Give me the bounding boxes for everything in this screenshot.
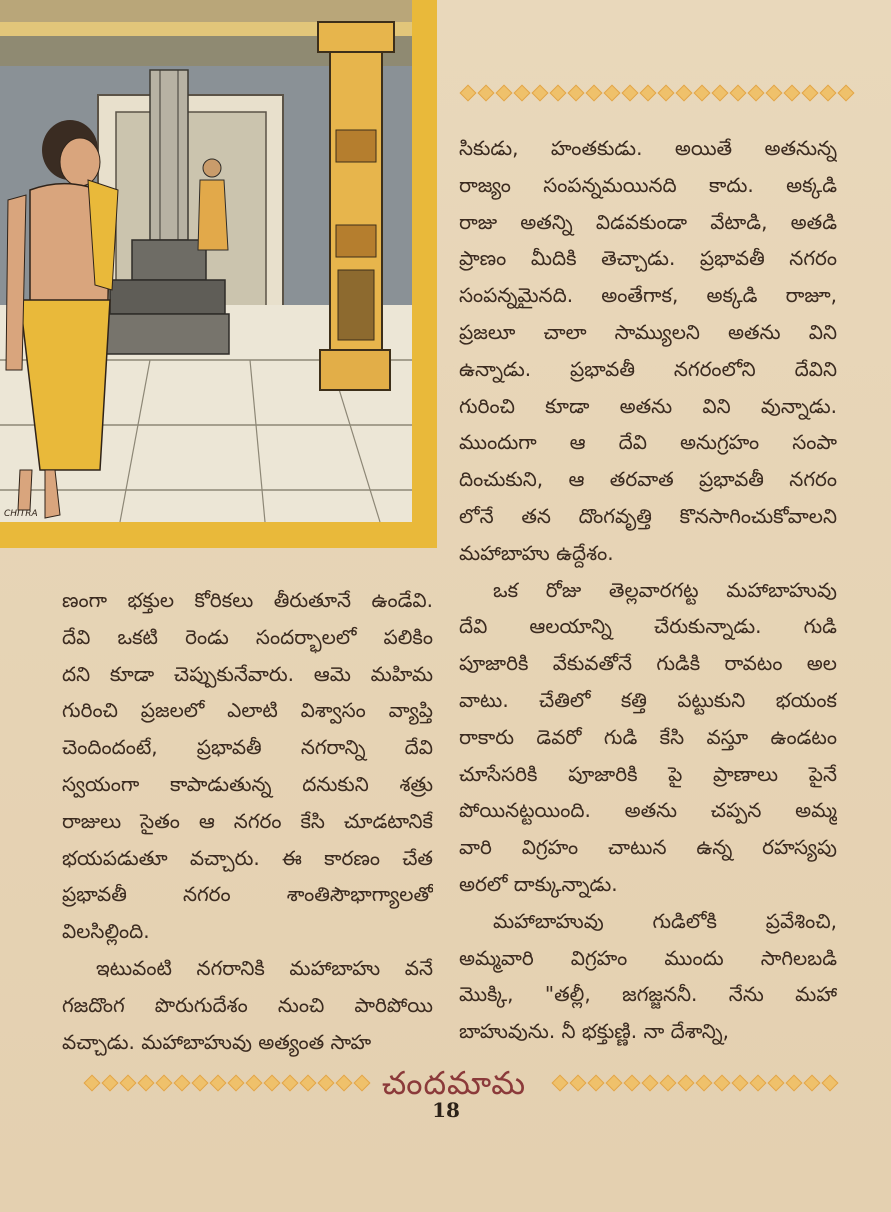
text-line: ణంగా భక్తుల కోరికలు తీరుతూనే ఉండేవి.	[62, 588, 433, 612]
text-line: పూజారికి వేకువతోనే గుడికి రావటం అల	[459, 651, 837, 676]
illustration-signature: CHITRA	[4, 509, 38, 519]
page-number: 18	[432, 1098, 460, 1122]
text-line: లోనే తన దొంగవృత్తి కొనసాగించుకోవాలని	[459, 503, 837, 528]
text-line: పోయినట్టయింది. అతను చప్పన అమ్మ	[459, 798, 837, 823]
text-line: చెందిందంటే, ప్రభావతీ నగరాన్ని దేవి	[62, 735, 433, 760]
text-line: దని కూడా చెప్పుకునేవారు. ఆమె మహిమ	[62, 661, 433, 686]
text-line: మహాబాహు ఉద్దేశం.	[459, 540, 614, 565]
text-line: సికుడు, హంతకుడు. అయితే అతనున్న	[459, 136, 837, 160]
text-line: రాజ్యం సంపన్నమయినది కాదు. అక్కడి	[459, 172, 837, 197]
temple-scene-icon	[0, 0, 437, 548]
top-ornament-row	[462, 86, 852, 100]
text-line: రాజులు సైతం ఆ నగరం కేసి చూడటానికే	[62, 808, 433, 833]
text-line: రాజు అతన్ని విడవకుండా వేటాడి, అతడి	[459, 209, 837, 234]
text-line: సంపన్నమైనది. అంతేగాక, అక్కడి రాజూ,	[459, 283, 837, 308]
text-line: ముందుగా ఆ దేవి అనుగ్రహం సంపా	[459, 430, 837, 455]
text-line: వాటు. చేతిలో కత్తి పట్టుకుని భయంక	[459, 687, 837, 712]
text-line: మహాబాహువు గుడిలోకి ప్రవేశించి,	[493, 908, 837, 933]
text-line: మొక్కి, "తల్లీ, జగజ్జననీ. నేను మహా	[459, 982, 837, 1007]
text-line: ఇటువంటి నగరానికి మహాబాహు వనే	[96, 955, 433, 980]
text-line: స్వయంగా కాపాడుతున్న దనుకుని శత్రు	[62, 771, 433, 796]
footer-ornament-left	[86, 1076, 368, 1090]
magazine-title: చందమామ	[381, 1064, 527, 1102]
story-illustration	[0, 0, 437, 548]
text-line: వారి విగ్రహం చాటున ఉన్న రహస్యపు	[459, 835, 837, 860]
text-line: ప్రజలూ చాలా సామ్యులని అతను విని	[459, 319, 837, 344]
text-line: గురించి ప్రజలలో ఎలాటి విశ్వాసం వ్యాప్తి	[62, 698, 433, 723]
text-line: అరలో దాక్కున్నాడు.	[459, 871, 618, 896]
text-line: విలసిల్లింది.	[62, 919, 150, 944]
text-line: దేవి ఒకటి రెండు సందర్భాలలో పలికిం	[62, 624, 433, 649]
right-column-text	[459, 130, 837, 1050]
text-line: ప్రాణం మీదికి తెచ్చాడు. ప్రభావతీ నగరం	[459, 246, 837, 271]
text-line: గజదొంగ పొరుగుదేశం నుంచి పారిపోయి	[62, 992, 433, 1017]
left-column-text	[62, 582, 433, 1060]
text-line: రాకారు డెవరో గుడి కేసి వస్తూ ఉండటం	[459, 724, 837, 749]
text-line: ఉన్నాడు. ప్రభావతీ నగరంలోని దేవిని	[459, 356, 837, 381]
text-line: ప్రభావతీ నగరం శాంతిసౌభాగ్యాలతో	[62, 882, 433, 907]
text-line: చూసేసరికి పూజారికి పై ప్రాణాలు పైనే	[459, 761, 837, 786]
text-line: బాహువును. నీ భక్తుణ్ణి. నా దేశాన్ని,	[459, 1019, 730, 1044]
text-line: అమ్మవారి విగ్రహం ముందు సాగిలబడి	[459, 945, 837, 970]
text-line: దేవి ఆలయాన్ని చేరుకున్నాడు. గుడి	[459, 614, 837, 639]
text-line: వచ్చాడు. మహాబాహువు అత్యంత సాహ	[62, 1029, 372, 1054]
text-line: భయపడుతూ వచ్చారు. ఈ కారణం చేత	[62, 845, 433, 870]
text-line: ఒక రోజు తెల్లవారగట్ట మహాబాహువు	[493, 577, 837, 602]
text-line: గురించి కూడా అతను విని వున్నాడు.	[459, 393, 837, 418]
footer-ornament-right	[554, 1076, 836, 1090]
text-line: దించుకుని, ఆ తరవాత ప్రభావతీ నగరం	[459, 467, 837, 492]
